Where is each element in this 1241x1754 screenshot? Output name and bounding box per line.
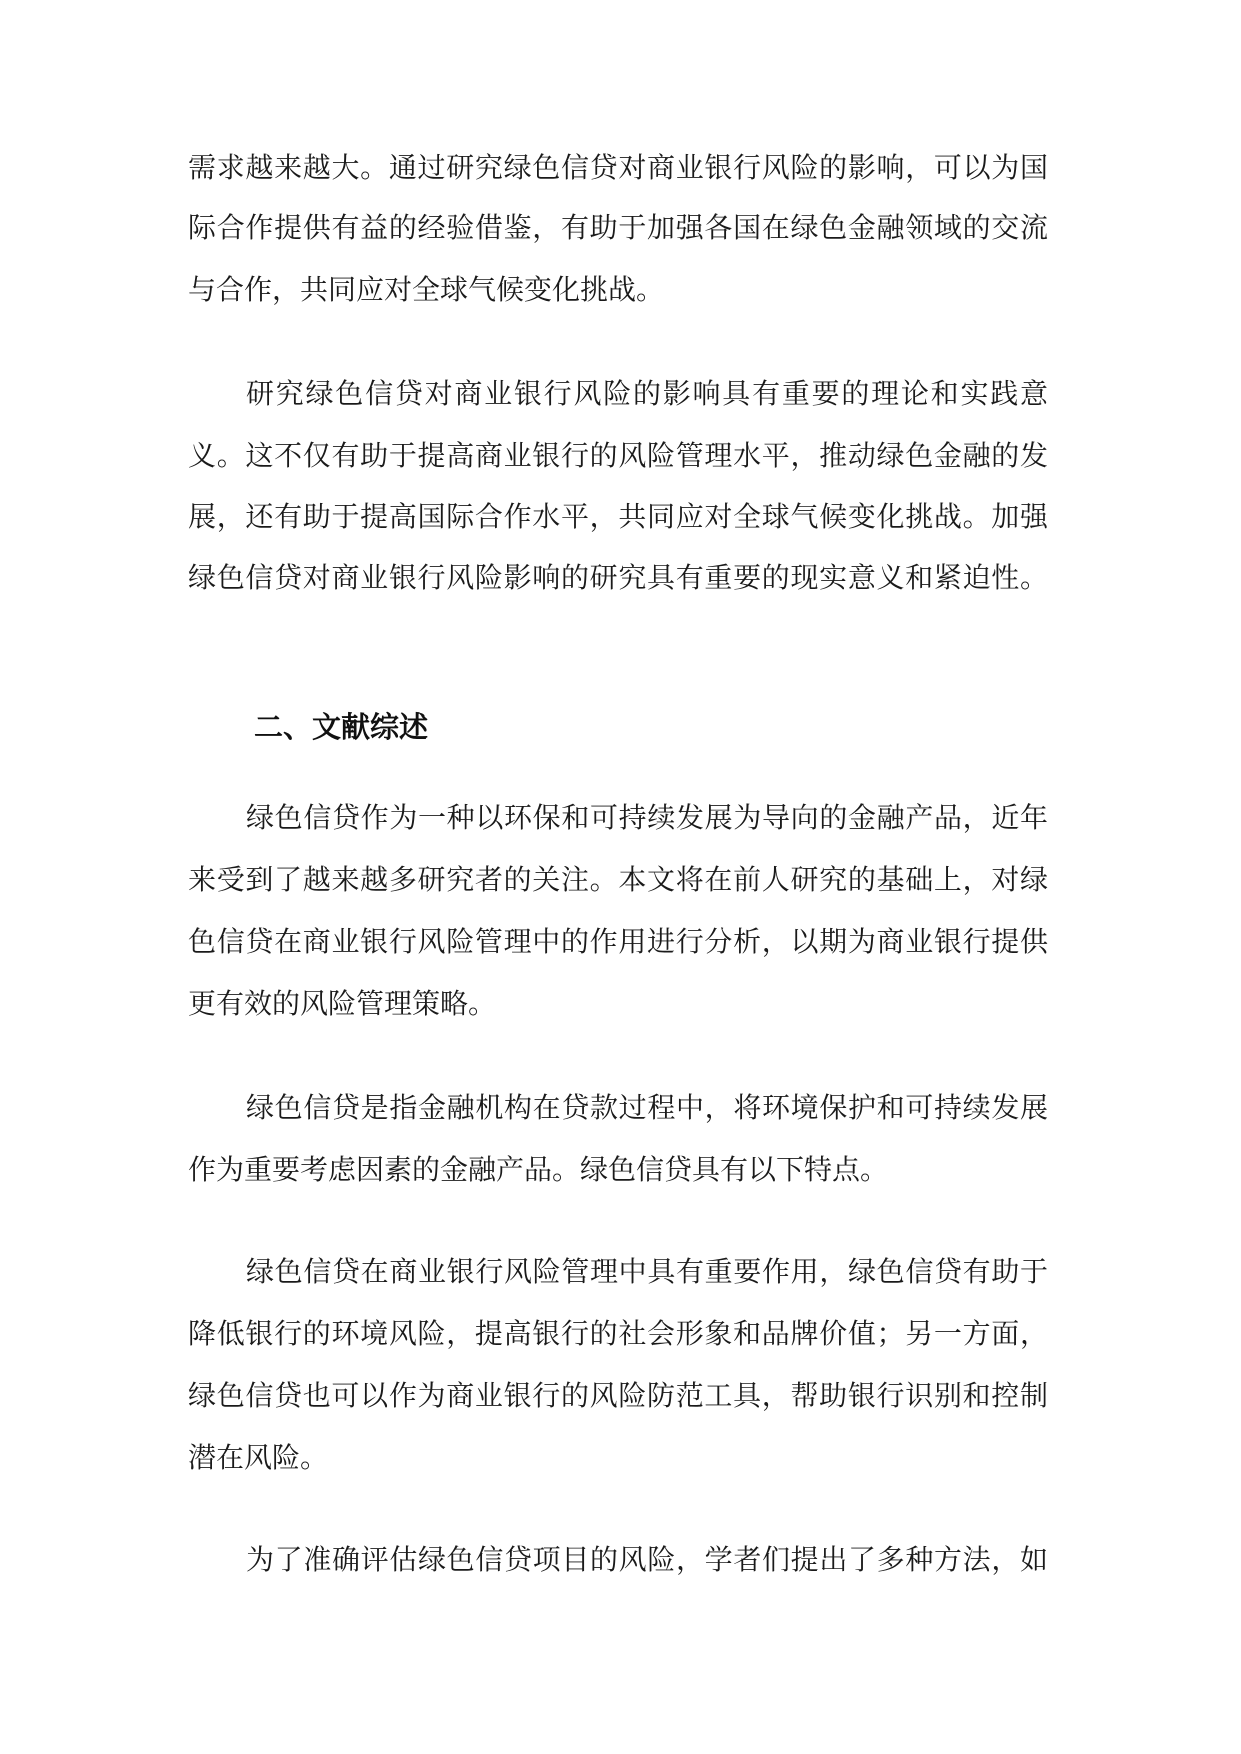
paragraph-line: 研究绿色信贷对商业银行风险的影响具有重要的理论和实践意 — [246, 377, 1048, 410]
paragraph-line: 际合作提供有益的经验借鉴，有助于加强各国在绿色金融领域的交流 — [188, 211, 1048, 244]
paragraph-line: 义。这不仅有助于提高商业银行的风险管理水平，推动绿色金融的发 — [188, 439, 1048, 472]
paragraph-line: 为了准确评估绿色信贷项目的风险，学者们提出了多种方法，如 — [246, 1543, 1048, 1576]
paragraph-line: 需求越来越大。通过研究绿色信贷对商业银行风险的影响，可以为国 — [188, 151, 1048, 184]
paragraph-line: 绿色信贷也可以作为商业银行的风险防范工具，帮助银行识别和控制 — [188, 1379, 1048, 1412]
paragraph-line: 色信贷在商业银行风险管理中的作用进行分析，以期为商业银行提供 — [188, 925, 1048, 958]
paragraph-line: 与合作，共同应对全球气候变化挑战。 — [188, 273, 665, 306]
paragraph-line: 绿色信贷是指金融机构在贷款过程中，将环境保护和可持续发展 — [246, 1091, 1048, 1124]
paragraph-line: 绿色信贷在商业银行风险管理中具有重要作用，绿色信贷有助于 — [246, 1255, 1048, 1288]
paragraph-line: 潜在风险。 — [188, 1441, 329, 1474]
section-heading: 二、文献综述 — [254, 710, 429, 744]
paragraph-line: 绿色信贷对商业银行风险影响的研究具有重要的现实意义和紧迫性。 — [188, 561, 1048, 594]
paragraph-line: 作为重要考虑因素的金融产品。绿色信贷具有以下特点。 — [188, 1153, 889, 1186]
paragraph-line: 来受到了越来越多研究者的关注。本文将在前人研究的基础上，对绿 — [188, 863, 1048, 896]
paragraph-line: 降低银行的环境风险，提高银行的社会形象和品牌价值；另一方面， — [188, 1317, 1048, 1350]
paragraph-line: 更有效的风险管理策略。 — [188, 987, 497, 1020]
paragraph-line: 绿色信贷作为一种以环保和可持续发展为导向的金融产品，近年 — [246, 801, 1048, 834]
paragraph-line: 展，还有助于提高国际合作水平，共同应对全球气候变化挑战。加强 — [188, 500, 1048, 533]
